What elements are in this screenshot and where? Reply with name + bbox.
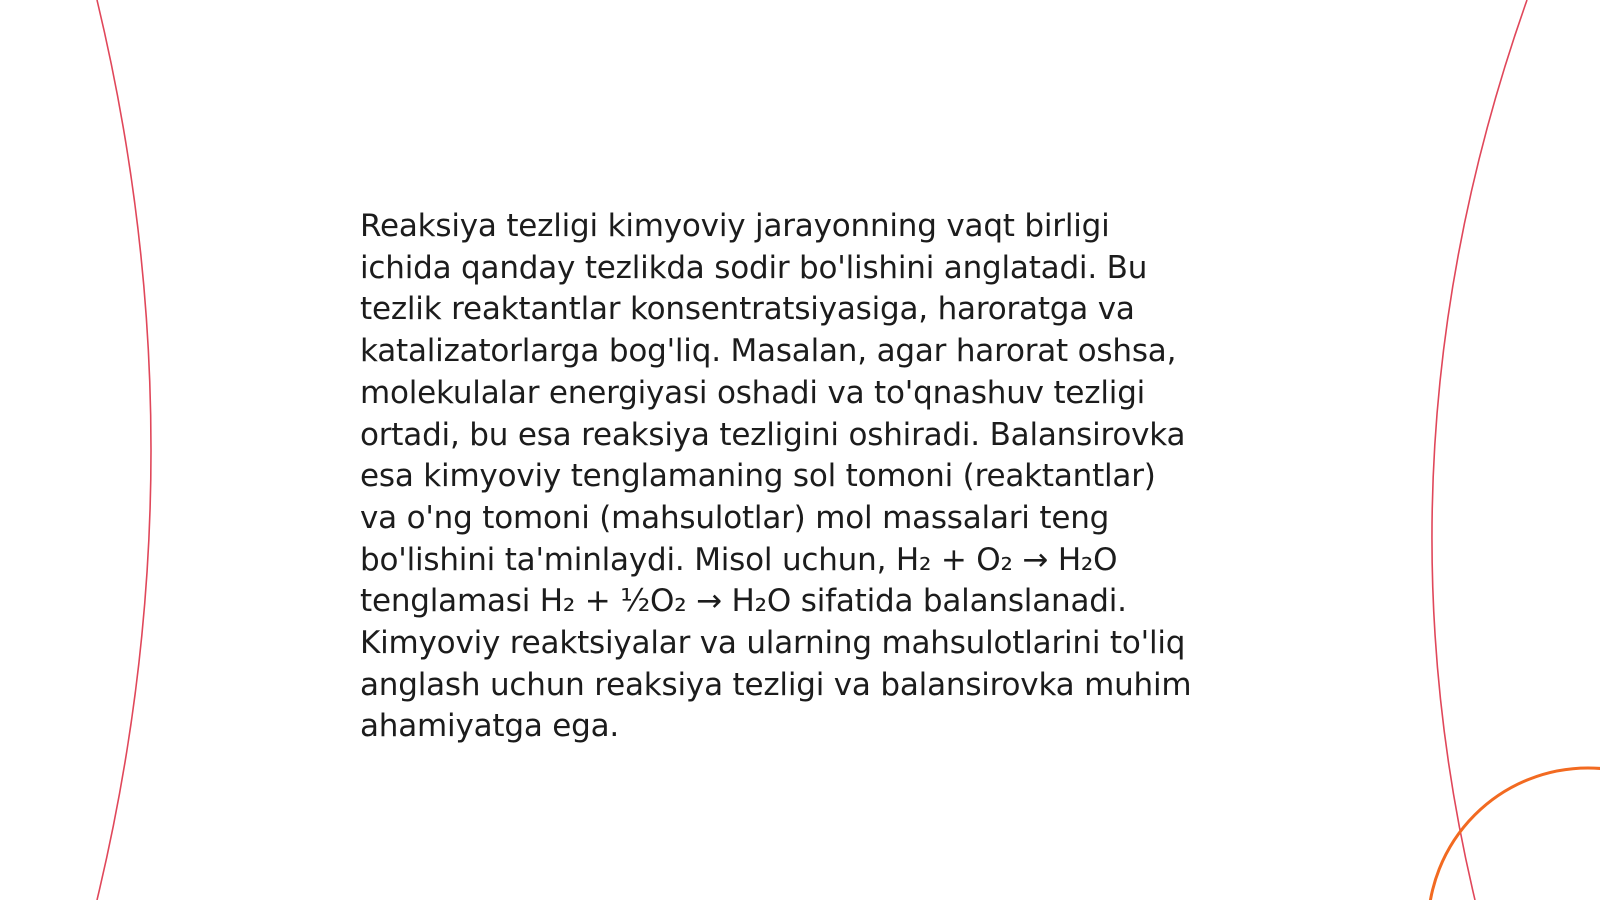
body-line: molekulalar energiyasi oshadi va to'qnashuv tezligi [360,374,1146,411]
body-line: esa kimyoviy tenglamaning sol tomoni (reaktantlar) [360,458,1156,495]
body-line: Reaksiya tezligi kimyoviy jarayonning vaqt birligi [360,208,1110,244]
body-line: Kimyoviy reaktsiyalar va ularning mahsulotlarini to'liq [360,625,1186,662]
body-line: tezlik reaktantlar konsentratsiyasiga, haroratga va [360,291,1135,328]
body-line: anglash uchun reaksiya tezligi va balansirovka muhim [360,666,1192,703]
body-line: tenglamasi H₂ + ½O₂ → H₂O sifatida balanslanadi. [360,583,1127,620]
left-curve-line [97,0,151,900]
body-line: ichida qanday tezlikda sodir bo'lishini anglatadi. Bu [360,249,1148,286]
body-line: bo'lishini ta'minlaydi. Misol uchun, H₂ + O₂ → H₂O [360,541,1118,578]
body-line: va o'ng tomoni (mahsulotlar) mol massalari teng [360,499,1110,536]
body-line: katalizatorlarga bog'liq. Masalan, agar harorat oshsa, [360,333,1177,370]
body-line: ortadi, bu esa reaksiya tezligini oshiradi. Balansirovka [360,416,1186,453]
body-paragraph [360,206,1240,748]
corner-circle [1428,768,1600,900]
right-curve-line [1432,0,1527,900]
body-line: ahamiyatga ega. [360,708,620,745]
